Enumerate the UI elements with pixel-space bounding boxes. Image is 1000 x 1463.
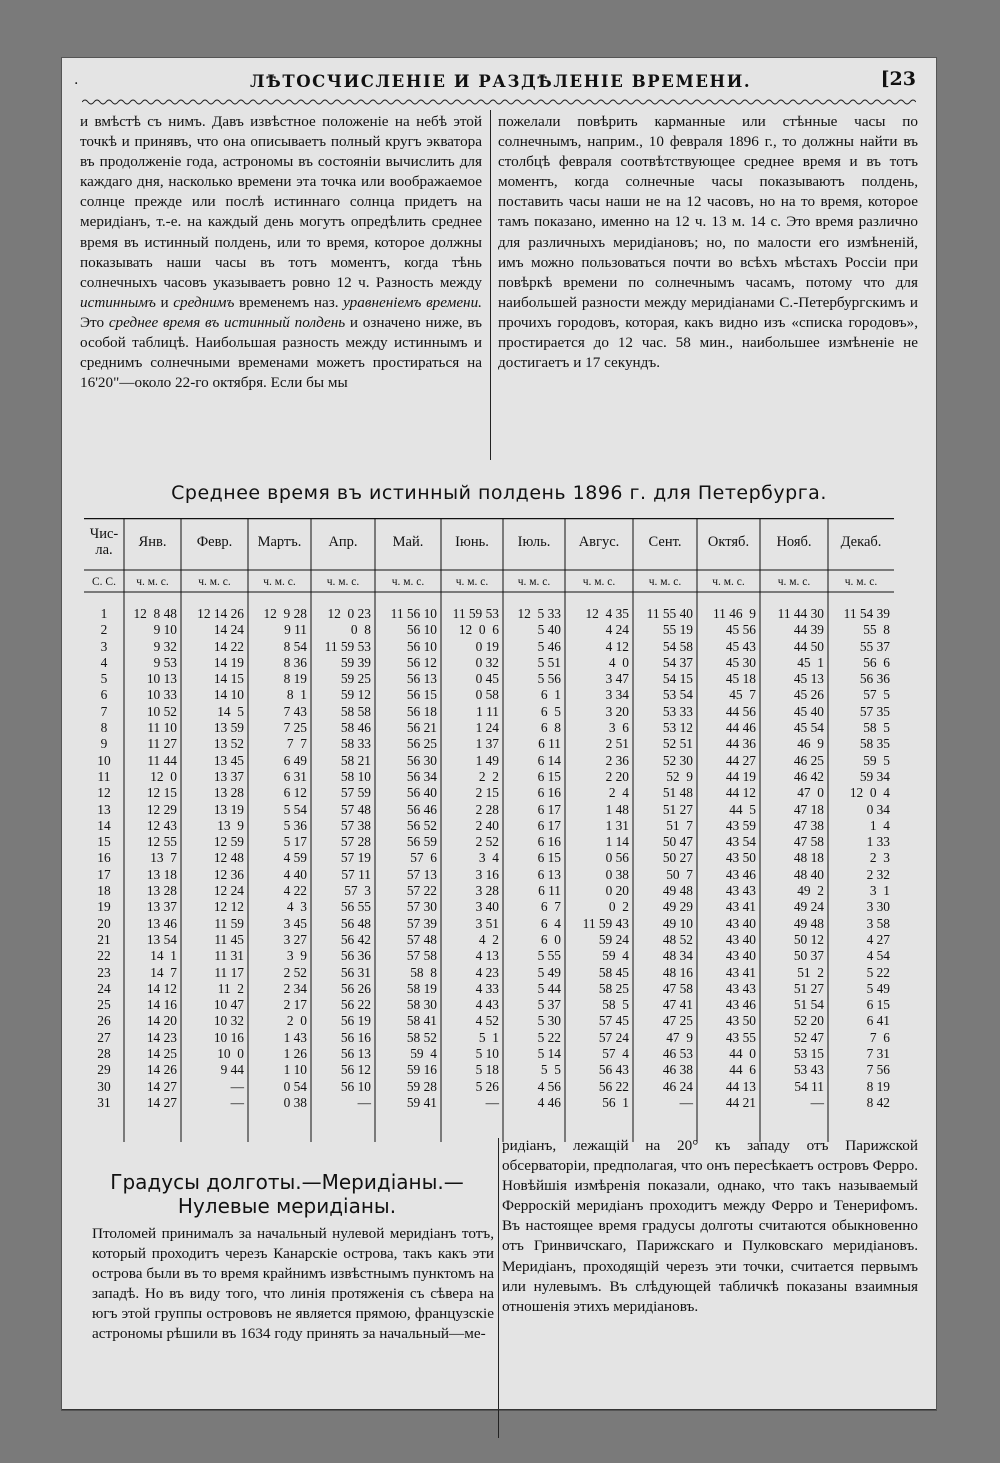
unit-label: ч. м. с. <box>136 576 169 588</box>
wavy-rule <box>82 98 916 106</box>
italic-term-4: среднее время въ истинный полдень <box>108 313 346 331</box>
month-values: 11 46 9 45 56 45 43 45 30 45 18 45 7 44 56 44 46 44 36 44 27 44 19 44 12 44 5 43 59 43 54 43 50 43 46 43 43 43 41 43 40 43 40 43 40 43 41 43 43 43 46 43 50 43 55 44 0 44 6 44 13 44 21 <box>712 606 756 1110</box>
time-table <box>84 518 896 1142</box>
running-title: ЛѢТОСЧИСЛЕНІЕ И РАЗДѢЛЕНІЕ ВРЕМЕНИ. <box>250 72 752 91</box>
month-values: 11 56 10 56 10 56 10 56 12 56 13 56 15 56 18 56 21 56 25 56 30 56 34 56 40 56 46 56 52 56 59 57 6 57 13 57 22 57 30 57 39 57 48 57 58 58 8 58 19 58 30 58 41 58 52 59 4 59 16 59 28 59 41 <box>390 606 437 1110</box>
page-number: [23 <box>880 68 916 90</box>
unit-label: ч. м. с. <box>844 576 878 588</box>
unit-label: ч. м. с. <box>326 576 360 588</box>
month-values: 12 8 48 9 10 9 32 9 53 10 13 10 33 10 52 11 10 11 27 11 44 12 0 12 15 12 29 12 43 12 55 13 7 13 18 13 28 13 37 13 46 13 54 14 1 14 7 14 12 14 16 14 20 14 23 14 25 14 26 14 27 14 27 <box>133 606 177 1110</box>
month-header: Мартъ. <box>257 534 302 550</box>
month-values: 11 54 39 55 8 55 37 56 6 56 36 57 5 57 35 58 5 58 35 59 5 59 34 12 0 4 0 34 1 4 1 33 2 3 2 32 3 1 3 30 3 58 4 27 4 54 5 22 5 49 6 15 6 41 7 6 7 31 7 56 8 19 8 42 <box>843 606 890 1110</box>
column-divider <box>490 110 491 460</box>
unit-label: ч. м. с. <box>712 576 745 588</box>
month-values: 11 59 53 12 0 6 0 19 0 32 0 45 0 58 1 11 1 24 1 37 1 49 2 2 2 15 2 28 2 40 2 52 3 4 3 16 3 28 3 40 3 51 4 2 4 13 4 23 4 33 4 43 4 52 5 1 5 10 5 18 5 26 — <box>452 606 499 1110</box>
month-header: Янв. <box>138 534 167 550</box>
left-text-3: временемъ наз. <box>234 293 344 311</box>
unit-label: ч. м. с. <box>648 576 682 588</box>
month-header: Нояб. <box>776 534 812 550</box>
month-header: Февр. <box>196 534 233 550</box>
unit-label: ч. м. с. <box>582 576 616 588</box>
bottom-column-divider <box>498 1138 499 1438</box>
left-text-2: и <box>155 293 174 311</box>
month-values: 11 55 40 55 19 54 58 54 37 54 15 53 54 53 33 53 12 52 51 52 30 52 9 51 48 51 27 51 7 50 47 50 27 50 7 49 48 49 29 49 10 48 52 48 34 48 16 47 58 47 41 47 25 47 9 46 53 46 38 46 24 — <box>646 606 693 1110</box>
month-values: 12 5 33 5 40 5 46 5 51 5 56 6 1 6 5 6 8 6 11 6 14 6 15 6 16 6 17 6 17 6 16 6 15 6 13 6 11 6 7 6 4 6 0 5 55 5 49 5 44 5 37 5 30 5 22 5 14 5 5 4 56 4 46 <box>517 606 561 1110</box>
unit-label: ч. м. с. <box>263 576 296 588</box>
left-text-5: и означено ниже, въ особой таблицѣ. Наибольшая разность между истиннымъ и среднимъ солнечными временами можетъ простираться на 16'20"—около 22-го октября. Если бы мы <box>80 313 482 392</box>
left-column-text <box>80 112 482 393</box>
left-text-4: Это <box>80 313 109 331</box>
month-header: Авгус. <box>578 534 620 550</box>
section-title: Градусы долготы.—Меридіаны.—Нулевые меридіаны. <box>110 1170 464 1218</box>
month-values: 12 4 35 4 24 4 12 4 0 3 47 3 34 3 20 3 6 2 51 2 36 2 20 2 4 1 48 1 31 1 14 0 56 0 38 0 20 0 2 11 59 43 59 24 59 4 58 45 58 25 58 5 57 45 57 24 57 4 56 43 56 22 56 1 <box>582 606 629 1110</box>
month-values: 11 44 30 44 39 44 50 45 1 45 13 45 26 45 40 45 54 46 9 46 25 46 42 47 0 47 18 47 38 47 58 48 18 48 40 49 2 49 24 49 48 50 12 50 37 51 2 51 27 51 54 52 20 52 47 53 15 53 43 54 11 — <box>777 606 824 1110</box>
running-header <box>62 64 936 98</box>
month-values: 12 14 26 14 24 14 22 14 19 14 15 14 10 14 5 13 59 13 52 13 45 13 37 13 28 13 19 13 9 12 59 12 48 12 36 12 24 12 12 11 59 11 45 11 31 11 17 11 2 10 47 10 32 10 16 10 0 9 44 — — <box>197 606 244 1110</box>
unit-label: ч. м. с. <box>517 576 551 588</box>
month-values: 12 0 23 0 8 11 59 53 59 39 59 25 59 12 58 58 58 46 58 33 58 21 58 10 57 59 57 48 57 38 57 28 57 19 57 11 57 3 56 55 56 48 56 42 56 36 56 31 56 26 56 22 56 19 56 16 56 13 56 12 56 10 — <box>324 606 371 1110</box>
italic-term-3: уравненіемъ времени. <box>343 293 482 311</box>
day-numbers: 1 2 3 4 5 6 7 8 9 10 11 12 13 14 15 16 17 18 19 20 21 22 23 24 25 26 27 28 29 30 31 <box>97 606 111 1110</box>
italic-term-1: истиннымъ <box>80 293 156 311</box>
unit-label: ч. м. с. <box>455 576 489 588</box>
month-header: Сент. <box>648 534 682 550</box>
month-values: 12 9 28 9 11 8 54 8 36 8 19 8 1 7 43 7 25 7 7 6 49 6 31 6 12 5 54 5 36 5 17 4 59 4 40 4 22 4 3 3 45 3 27 3 9 2 52 2 34 2 17 2 0 1 43 1 26 1 10 0 54 0 38 <box>263 606 307 1110</box>
bottom-rule <box>62 1409 936 1410</box>
day-header: Чис- ла. <box>89 526 119 558</box>
bottom-left-text: Птоломей принималъ за начальный нулевой меридіанъ тотъ, который проходитъ черезъ Канарскіе острова, такъ какъ эти острова были въ то время крайнимъ извѣстнымъ пунктомъ на западѣ. Но въ виду того, что линія протяженія съ сѣвера на югъ этой группы острововъ не является прямою, французскіе астрономы рѣшили въ 1634 году принять за начальный—ме- <box>92 1225 494 1343</box>
margin-dot: · <box>74 76 79 92</box>
day-unit: С. С. <box>92 576 116 588</box>
unit-label: ч. м. с. <box>391 576 425 588</box>
table-title: Среднее время въ истинный полдень 1896 г. для Петербурга. <box>171 482 827 504</box>
unit-label: ч. м. с. <box>198 576 231 588</box>
italic-term-2: среднимъ <box>173 293 235 311</box>
page-sheet <box>62 58 936 1410</box>
unit-label: ч. м. с. <box>777 576 811 588</box>
left-text-1: и вмѣстѣ съ нимъ. Давъ извѣстное положеніе на небѣ этой точкѣ и принявъ, что она описываетъ полный кругъ экватора въ продолженіе года, астрономы въ состояніи вычислить для каждаго дня, насколько времени эта точка или воображаемое солнце прежде или послѣ истиннаго солнца придетъ на меридіанъ, т.-е. на каждый день могутъ опредѣлить среднее время въ истинный полдень, или то время, которое должны показывать наши часы въ тотъ моментъ, когда тѣнь солнечныхъ часовъ указываетъ ровно 12 ч. Разность между <box>80 113 482 291</box>
month-header: Іюль. <box>517 534 551 550</box>
month-header: Октяб. <box>707 534 750 550</box>
month-header: Апр. <box>328 534 358 550</box>
right-column-text: пожелали повѣрить карманные или стѣнные часы по солнечнымъ, наприм., 10 февраля 1896 г., то должны найти въ столбцѣ февраля соотвѣтствующее среднее время и въ тотъ моментъ, когда солнечные часы показываютъ полдень, поставить часы наши не на 12 часовъ, но на то время, которое тамъ показано, именно на 12 ч. 13 м. 14 с. Это время различно для различныхъ меридіановъ; но, по малости его измѣненій, имъ можно пользоваться почти во всѣхъ мѣстахъ Россіи при повѣркѣ времени по солнечнымъ часамъ, потому что для наибольшей разности между меридіанами С.-Петербургскимъ и прочихъ городовъ, которая, какъ видно изъ «списка городовъ», простирается до 12 час. 58 мин., наибольшее измѣненіе не достигаетъ и 17 секундъ. <box>498 113 918 372</box>
month-header: Декаб. <box>840 534 882 550</box>
bottom-right-text: ридіанъ, лежащій на 20° къ западу отъ Парижской обсерваторіи, предполагая, что онъ пересѣкаетъ островъ Ферро. Новѣйшія измѣренія показали, однако, что такъ называемый Ферроскій меридіанъ проходитъ между Ферро и Тенерифомъ. Въ настоящее время градусы долготы считаются обыкновенно отъ Гринвичскаго, Парижскаго и Пулковскаго меридіановъ. Меридіанъ, проходящій черезъ эти точки, считается первымъ или нулевымъ. Въ слѣдующей табличкѣ показаны взаимныя отношенія этихъ меридіановъ. <box>502 1137 918 1315</box>
month-header: Іюнь. <box>455 534 489 550</box>
month-header: Май. <box>392 534 424 550</box>
